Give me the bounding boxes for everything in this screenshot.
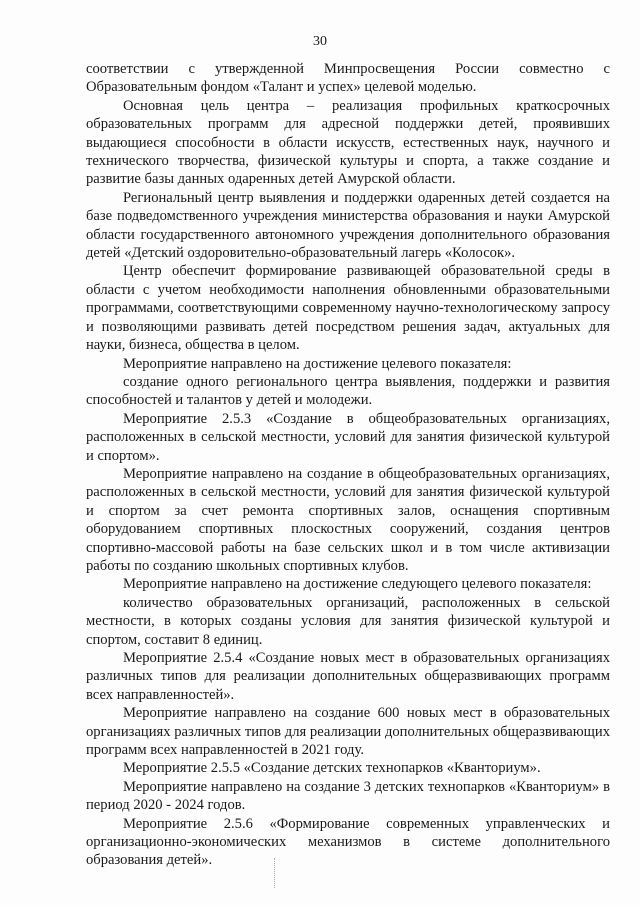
paragraph-regional-center: Региональный центр выявления и поддержки одаренных детей создается на базе подведомственного учреждения министерства образования и науки Амурской области государственного автономного учреждения дополнительного образования детей «Детский оздоровительно-образовательный лагерь «Колосок».	[86, 189, 610, 262]
paragraph-target-intro-2: Мероприятие направлено на достижение следующего целевого показателя:	[123, 576, 592, 593]
paragraph-continuation: соответствии с утвержденной Минпросвещения России совместно с Образовательным фондом «Талант и успех» целевой моделью.	[86, 61, 610, 96]
paragraph-measure-2-5-4-details: Мероприятие направлено на создание 600 новых мест в образовательных организациях различных типов для реализации дополнительных общеразвивающих программ всех направленностей в 2021 году.	[86, 705, 610, 759]
paragraph-center-goal: Основная цель центра – реализация профильных краткосрочных образовательных программ для адресной поддержки детей, проявивших выдающиеся способности в области искусств, естественных наук, научного и технического творчества, физической культуры и спорта, а также создание и развитие базы данных одаренных детей Амурской области.	[86, 97, 610, 188]
paragraph-target-value-2: количество образовательных организаций, расположенных в сельской местности, в которых созданы условия для занятия физической культурой и спортом, составит 8 единиц.	[86, 594, 610, 648]
paragraph-measure-2-5-5-details: Мероприятие направлено на создание 3 детских технопарков «Кванториум» в период 2020 - 2024 годов.	[86, 778, 610, 814]
paragraph-measure-2-5-3: Мероприятие 2.5.3 «Создание в общеобразовательных организациях, расположенных в сельской местности, условий для занятия физической культурой и спортом».	[86, 410, 610, 464]
paragraph-measure-2-5-5: Мероприятие 2.5.5 «Создание детских технопарков «Кванториум».	[123, 760, 541, 777]
paragraph-target-value: создание одного регионального центра выявления, поддержки и развития способностей и талантов у детей и молодежи.	[86, 373, 610, 409]
paragraph-center-environment: Центр обеспечит формирование развивающей образовательной среды в области с учетом необходимости наполнения обновленными образовательными программами, соответствующими современному научно-технологическому запросу и позволяющими развивать детей посредством решения задач, актуальных для науки, бизнеса, общества в целом.	[86, 263, 610, 354]
paragraph-measure-2-5-3-details: Мероприятие направлено на создание в общеобразовательных организациях, расположенных в сельской местности, условий для занятия физической культурой и спортом за счет ремонта спортивных залов, оснащения спортивным оборудованием спортивных плоскостных сооружений, создания центров спортивно-массовой работы на базе сельских школ и в том числе активизации работы по созданию школьных спортивных клубов.	[86, 465, 610, 574]
paragraph-measure-2-5-6: Мероприятие 2.5.6 «Формирование современных управленческих и организационно-экономических механизмов в системе дополнительного образования детей».	[86, 815, 610, 869]
paragraph-measure-2-5-4: Мероприятие 2.5.4 «Создание новых мест в образовательных организациях различных типов для реализации дополнительных общеразвивающих программ всех направленностей».	[86, 650, 610, 703]
scan-artifact-line	[274, 858, 277, 888]
paragraph-target-intro: Мероприятие направлено на достижение целевого показателя:	[123, 355, 512, 372]
page-number: 30	[313, 34, 327, 49]
document-body	[86, 60, 610, 870]
